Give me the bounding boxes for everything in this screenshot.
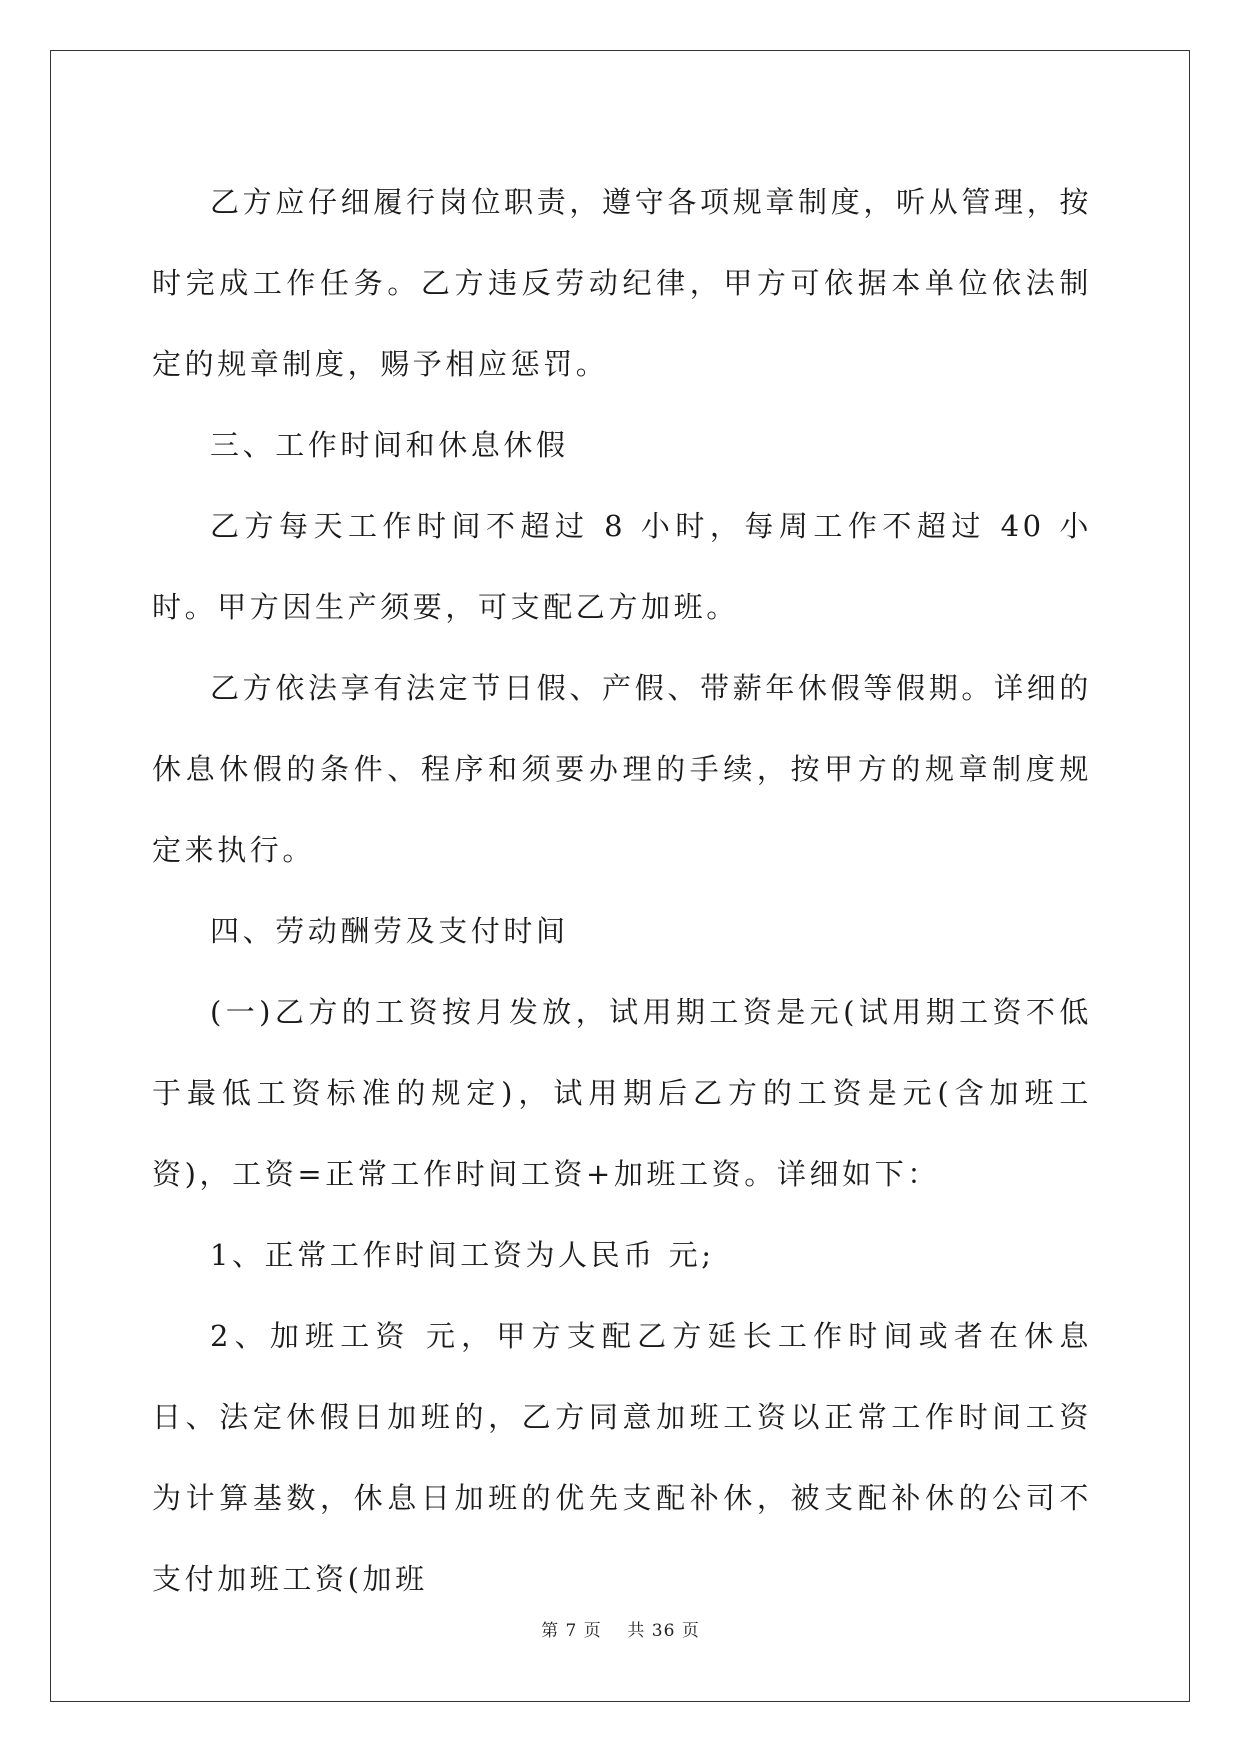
paragraph-overtime-wage: 2、加班工资 元，甲方支配乙方延长工作时间或者在休息日、法定休假日加班的，乙方同意加班工资以正常工作时间工资为计算基数，休息日加班的优先支配补休，被支配补休的公司不支付加班工资(加班: [152, 1319, 1092, 1596]
paragraph-duties: 乙方应仔细履行岗位职责，遵守各项规章制度，听从管理，按时完成工作任务。乙方违反劳动纪律，甲方可依据本单位依法制定的规章制度，赐予相应惩罚。: [152, 185, 1092, 381]
page-footer: [0, 1616, 1241, 1641]
paragraph-holidays: 乙方依法享有法定节日假、产假、带薪年休假等假期。详细的休息休假的条件、程序和须要办理的手续，按甲方的规章制度规定来执行。: [152, 671, 1092, 867]
page-number: 第 7 页: [541, 1621, 602, 1641]
section-heading-remuneration: 四、劳动酬劳及支付时间: [210, 914, 569, 948]
page-total: 共 36 页: [627, 1621, 700, 1641]
paragraph-daily-hours: 乙方每天工作时间不超过 8 小时，每周工作不超过 40 小时。甲方因生产须要，可支配乙方加班。: [152, 509, 1092, 624]
document-body: [152, 162, 1092, 1620]
paragraph-salary: (一)乙方的工资按月发放，试用期工资是元(试用期工资不低于最低工资标准的规定)，试用期后乙方的工资是元(含加班工资)，工资=正常工作时间工资+加班工资。详细如下：: [152, 995, 1092, 1191]
paragraph-normal-wage: 1、正常工作时间工资为人民币 元;: [210, 1238, 715, 1272]
section-heading-working-hours: 三、工作时间和休息休假: [210, 428, 569, 462]
